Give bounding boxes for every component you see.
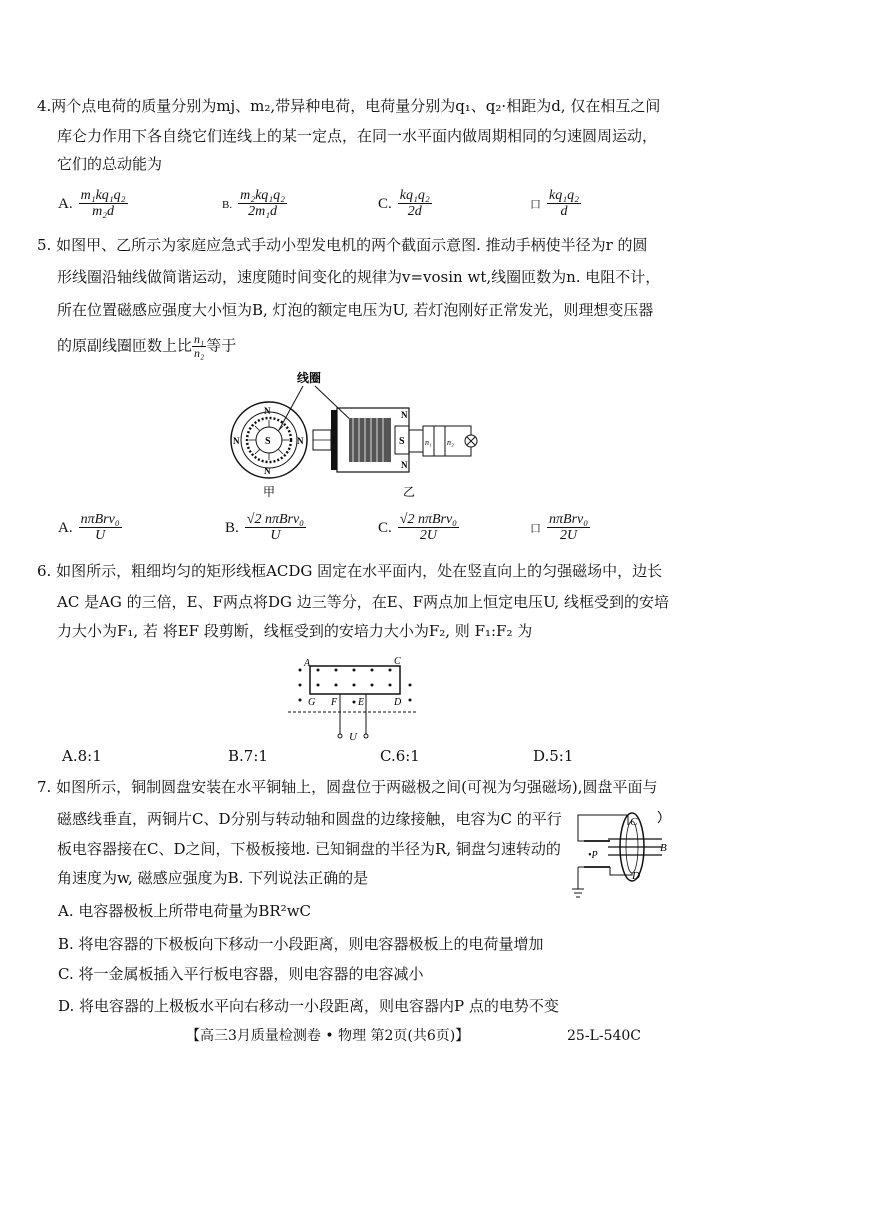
- q5-line-4-text: 的原副线圈匝数上比: [57, 336, 193, 355]
- q5-option-b: [225, 512, 306, 543]
- numerator: nπBrv₀: [80, 512, 120, 527]
- denominator: 2m₁d: [248, 204, 278, 219]
- numerator: kq₁q₂: [399, 188, 430, 203]
- q6-option-b: B.7:1: [228, 747, 268, 765]
- numerator: √2 nπBrv₀: [399, 512, 458, 527]
- denominator: U: [270, 528, 281, 543]
- q7-option-c: C. 将一金属板插入平行板电容器，则电容器的电容减小: [58, 965, 424, 983]
- n1-label: n₁: [425, 438, 432, 447]
- option-label: C.: [378, 519, 392, 536]
- point-f: F: [331, 697, 338, 708]
- option-label: 口: [530, 198, 541, 211]
- denominator: m₂d: [92, 204, 115, 219]
- inner-north-label-top: N: [401, 410, 408, 420]
- right-section: [313, 408, 477, 499]
- numerator: nπBrv₀: [549, 512, 589, 527]
- q5-line-1: 5. 如图甲、乙所示为家庭应急式手动小型发电机的两个截面示意图. 推动手柄使半径为r 的圆: [37, 236, 648, 254]
- option-label: B.: [222, 198, 233, 211]
- numerator: m₂kq₁q₂: [240, 188, 286, 203]
- numerator: kq₁q₂: [549, 188, 579, 203]
- north-pole-label-left: N: [233, 436, 240, 446]
- q5-option-c: [378, 512, 459, 543]
- south-pole-label: S: [265, 436, 271, 447]
- q7-line-1: 7. 如图所示，铜制圆盘安装在水平铜轴上，圆盘位于两磁极之间(可视为匀强磁场),圆盘平面与: [37, 778, 658, 796]
- q7-line-3: 板电容器接在C、D之间，下极板接地. 已知铜盘的半径为R, 铜盘匀速转动的: [57, 840, 561, 858]
- q6-line-3: 力大小为F₁, 若 将EF 段剪断，线框受到的安培力大小为F₂, 则 F₁:F₂ 为: [57, 622, 533, 640]
- contact-d: D: [632, 870, 640, 882]
- denominator: d: [560, 204, 568, 219]
- inner-north-label-bottom: N: [401, 460, 408, 470]
- page-footer: 【高三3月质量检测卷 • 物理 第2页(共6页)】: [186, 1028, 470, 1044]
- point-p: •P: [588, 850, 598, 861]
- q7-line-2: 磁感线垂直，两铜片C、D分别与转动轴和圆盘的边缘接触，电容为C 的平行: [57, 810, 562, 828]
- q4-option-c: [378, 188, 432, 219]
- q6-line-2: AC 是AG 的三倍，E、F两点将DG 边三等分，在E、F两点加上恒定电压U, 线框受到的安培: [57, 593, 669, 611]
- right-caption: 乙: [403, 485, 416, 499]
- q5-option-d: [530, 512, 590, 543]
- q5-line-4: [57, 333, 236, 360]
- numerator: √2 nπBrv₀: [246, 512, 305, 527]
- denominator: 2U: [419, 528, 437, 543]
- left-section: [231, 402, 307, 499]
- terminal-f: [338, 734, 342, 738]
- numerator: n₁: [194, 332, 205, 346]
- option-label: C.: [378, 195, 392, 212]
- q5-generator-figure: [225, 368, 495, 503]
- coil-label: 线圈: [297, 371, 322, 385]
- q7-line-4: 角速度为w, 磁感应强度为B. 下列说法正确的是: [57, 869, 369, 887]
- q4-line-1: 4.两个点电荷的质量分别为mj、m₂,带异种电荷，电荷量分别为q₁、q₂·相距为d, 仅在相互之间: [37, 97, 661, 115]
- q7-option-a: A. 电容器极板上所带电荷量为BR²wC: [58, 902, 312, 920]
- q6-option-c: C.6:1: [380, 747, 420, 765]
- denominator: n₂: [194, 346, 205, 360]
- terminal-e: [364, 734, 368, 738]
- q6-option-d: D.5:1: [533, 747, 574, 765]
- q7-option-b: B. 将电容器的下极板向下移动一小段距离，则电容器极板上的电荷量增加: [58, 935, 544, 953]
- vertex-a: A: [304, 658, 311, 669]
- q6-frame-figure: [288, 652, 418, 744]
- q5-line-3: 所在位置磁感应强度大小恒为B, 灯泡的额定电压为U, 若灯泡刚好正常发光，则理想变压器: [57, 301, 654, 319]
- exam-code: 25-L-540C: [567, 1028, 642, 1044]
- denominator: 2U: [559, 528, 578, 543]
- q6-option-a: A.8:1: [62, 747, 102, 765]
- q5-line-2: 形线圈沿轴线做简谐运动，速度随时间变化的规律为v=vosin wt,线圈匝数为n. 电阻不计，: [57, 268, 661, 286]
- option-label: 口: [530, 522, 541, 535]
- north-pole-label-right: N: [297, 436, 304, 446]
- contact-c: C: [630, 816, 638, 828]
- q4-line-3: 它们的总动能为: [57, 155, 163, 173]
- north-pole-label-top: N: [264, 406, 271, 416]
- q5-line-4-tail: 等于: [206, 336, 237, 355]
- q4-option-a: [58, 188, 128, 219]
- numerator: m₁kq₁q₂: [80, 188, 126, 203]
- q5-option-a: [58, 512, 122, 543]
- option-label: A.: [58, 519, 73, 536]
- q7-disc-figure: [570, 803, 670, 903]
- vertex-d: D: [394, 697, 402, 708]
- q6-line-1: 6. 如图所示，粗细均匀的矩形线框ACDG 固定在水平面内，处在竖直向上的匀强磁场中，边长: [37, 562, 663, 580]
- field-b-label: B: [660, 842, 667, 854]
- option-label: B.: [225, 519, 239, 536]
- denominator: 2d: [407, 204, 422, 219]
- vertex-g: G: [308, 697, 316, 708]
- option-label: A.: [58, 195, 73, 212]
- vertex-c: C: [394, 656, 401, 667]
- point-e: E: [358, 697, 365, 708]
- n2-label: n₂: [447, 438, 454, 447]
- inner-south-label: S: [399, 436, 405, 447]
- q7-option-d: D. 将电容器的上极板水平向右移动一小段距离，则电容器内P 点的电势不变: [58, 997, 559, 1015]
- q4-option-d: [530, 188, 581, 219]
- north-pole-label-bottom: N: [264, 466, 271, 476]
- voltage-label: U: [349, 731, 357, 743]
- q4-line-2: 库仑力作用下各自绕它们连线上的某一定点，在同一水平面内做周期相同的匀速圆周运动，: [57, 127, 658, 145]
- denominator: U: [95, 528, 106, 543]
- left-caption: 甲: [263, 485, 276, 499]
- q4-option-b: [222, 188, 287, 219]
